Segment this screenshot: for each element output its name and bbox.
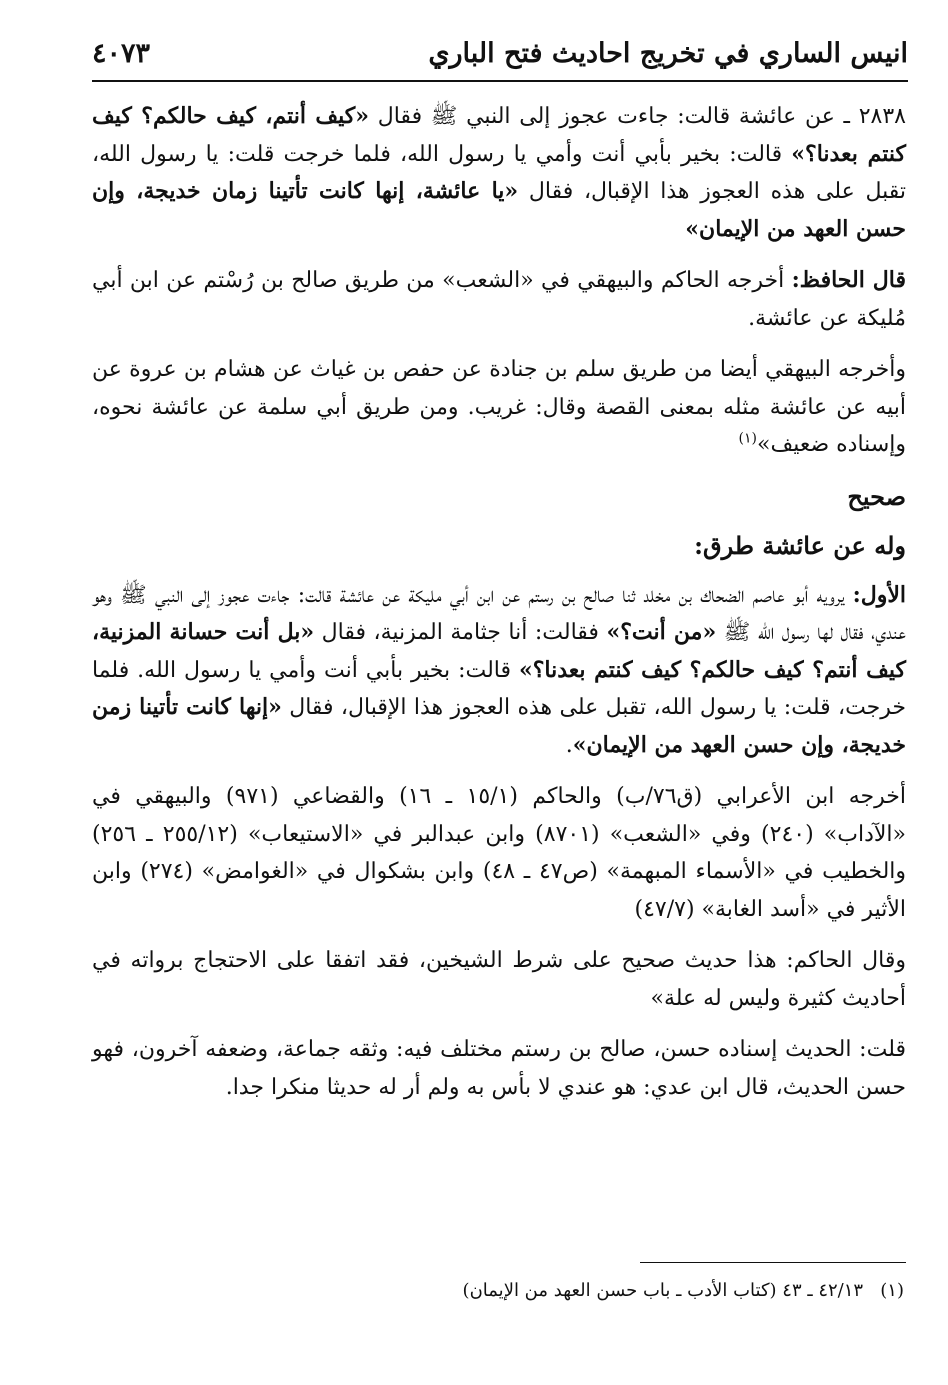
footnote-reference: (١) — [738, 430, 757, 447]
hakim-paragraph — [92, 942, 906, 1017]
first-route-paragraph — [92, 577, 906, 765]
bayhaqi-paragraph — [92, 351, 906, 464]
qultu-paragraph — [92, 1031, 906, 1106]
hadith-number: ٢٨٣٨ — [858, 104, 906, 129]
hadith-text-1: ـ عن عائشة قالت: جاءت عجوز إلى النبي ﷺ فقال — [369, 104, 859, 129]
page-number: ٤٠٧٣ — [92, 37, 151, 69]
running-header — [92, 28, 908, 78]
routes-heading: وله عن عائشة طرق: — [694, 531, 906, 560]
hafiz-paragraph — [92, 262, 906, 337]
first-quote-1: «من أنت؟» — [606, 619, 717, 645]
bayhaqi-text: وأخرجه البيهقي أيضا من طريق سلم بن جنادة عن حفص بن غياث عن هشام بن عروة عن أبيه عن عائشة مثله بمعنى القصة وقال: غريب. ومن طريق أبي سلمة عن عائشة نحوه، وإسناده ضعيف» — [92, 357, 906, 457]
first-quote-2: «بل أنت حسانة المزنية، كيف أنتم؟ كيف حالكم؟ كيف كنتم بعدنا؟» — [92, 619, 906, 683]
first-quote-3: «إنها كانت تأتينا زمن خديجة، وإن حسن العهد من الإيمان» — [92, 694, 906, 758]
grade-heading: صحيح — [847, 481, 906, 511]
hakim-text: وقال الحاكم: هذا حديث صحيح على شرط الشيخين، فقد اتفقا على الاحتجاج برواته في أحاديث كثيرة وليس له علة» — [92, 948, 906, 1011]
hafiz-text: أخرجه الحاكم والبيهقي في «الشعب» من طريق صالح بن رُسْتم عن ابن أبي مُليكة عن عائشة. — [92, 268, 906, 331]
hadith-quote-1: «كيف أنتم، كيف حالكم؟ كيف كنتم بعدنا؟» — [92, 103, 907, 167]
first-route-label: الأول: — [852, 581, 906, 608]
hadith-text-2: قالت: بخير بأبي أنت وأمي يا رسول الله، فلما خرجت قلت: يا رسول الله، تقبل على هذه العجوز هذا الإقبال، فقال — [92, 141, 907, 204]
takhrij-text: أخرجه ابن الأعرابي (ق٧٦/ب) والحاكم (١٥/١ ـ ١٦) والقضاعي (٩٧١) والبيهقي في «الآداب» (٢٤٠) وفي «الشعب» (٨٧٠١) وابن عبدالبر في «الاستيعاب» (٢٥٥/١٢ ـ ٢٥٦) والخطيب في «الأسماء المبهمة» (ص٤٧ ـ ٤٨) وابن بشكوال في «الغوامض» (٢٧٤) وابن الأثير في «أسد الغابة» (٤٧/٧) — [92, 784, 907, 922]
footnote — [92, 1276, 904, 1306]
book-title: انيس الساري في تخريج احاديث فتح الباري — [428, 37, 908, 69]
qultu-text: قلت: الحديث إسناده حسن، صالح بن رستم مختلف فيه: وثقه جماعة، وضعفه آخرون، فهو حسن الحديث، قال ابن عدي: هو عندي لا بأس به ولم أر له حديثا منكرا جدا. — [92, 1037, 906, 1100]
hadith-quote-2: «يا عائشة، إنها كانت تأتينا زمان خديجة، وإن حسن العهد من الإيمان» — [92, 178, 906, 242]
hadith-paragraph — [92, 98, 906, 248]
main-text — [92, 98, 906, 1120]
footnote-text: ٤٢/١٣ ـ ٤٣ (كتاب الأدب ـ باب حسن العهد من الإيمان) — [462, 1280, 864, 1301]
header-divider — [92, 80, 908, 82]
first-text-3: قالت: بخير بأبي أنت وأمي يا رسول الله. فلما خرجت، قلت: يا رسول الله، تقبل على هذه العجوز هذا الإقبال، فقال — [92, 657, 907, 720]
first-text-2: فقالت: أنا جثامة المزنية، فقال — [314, 620, 607, 645]
takhrij-paragraph — [92, 778, 906, 928]
footnote-divider — [640, 1262, 906, 1263]
hafiz-label: قال الحافظ: — [791, 267, 906, 293]
first-text-4: . — [565, 732, 573, 758]
first-text-1: يرويه أبو عاصم الضحاك بن مخلد ثنا صالح بن رستم عن ابن أبي مليكة عن عائشة قالت: جاءت عجوز إلى النبي ﷺ وهو عندي، فقال لها رسول الله ﷺ — [92, 582, 906, 645]
footnote-number: (١) — [880, 1280, 904, 1301]
